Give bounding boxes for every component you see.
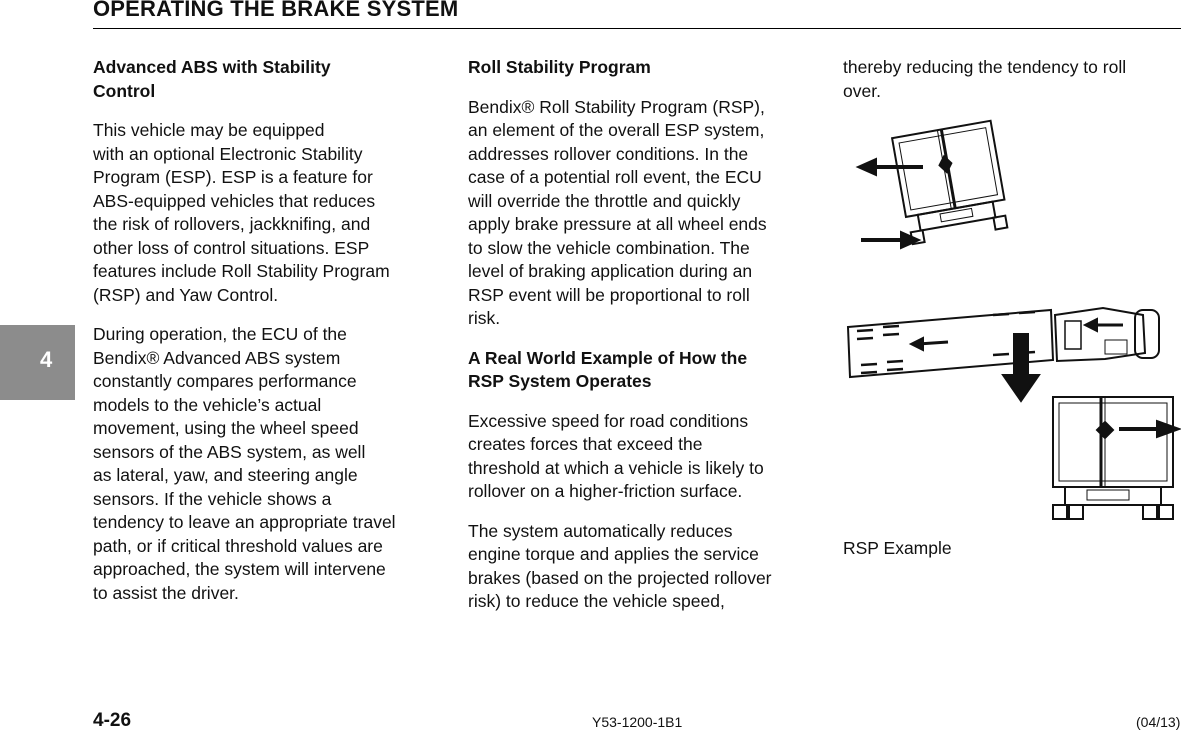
paragraph-system-reduces: The system automatically reduces engine torque and applies the service brakes (based on the projected rollover risk) to reduce the vehicle speed,: [468, 520, 772, 611]
document-id: Y53-1200-1B1: [592, 714, 683, 730]
paragraph-rsp: Bendix® Roll Stability Program (RSP), an element of the overall ESP system, addresses rollover conditions. In the case of a potential roll event, the ECU will override the throttle and quickly apply brake pressure at all wheel ends to slow the vehicle combination. The level of braking application during an RSP event will be proportional to roll risk.: [468, 96, 767, 328]
page-title: OPERATING THE BRAKE SYSTEM: [93, 0, 459, 21]
figure-caption: RSP Example: [843, 538, 952, 558]
column-1: [93, 56, 438, 605]
revision-date: (04/13): [1136, 714, 1181, 730]
paragraph-excessive-speed: Excessive speed for road conditions creates forces that exceed the threshold at which a vehicle is likely to rollover on a higher-friction surface.: [468, 410, 764, 501]
page-number: 4-26: [93, 710, 132, 731]
paragraph-continuation: thereby reducing the tendency to roll over.: [843, 57, 1127, 101]
rsp-example-figure: [843, 115, 1181, 525]
column-2: [468, 56, 813, 614]
chapter-number: 4: [40, 347, 53, 372]
paragraph-esp-intro: This vehicle may be equipped with an optional Electronic Stability Program (ESP). ESP is a feature for ABS-equipped vehicles that reduces the risk of rollovers, jackknifing, and other loss of control situations. ESP features include Roll Stability Program (RSP) and Yaw Control.: [93, 120, 390, 305]
trailer-rear-view-upright: [1053, 397, 1173, 519]
section-heading-example: A Real World Example of How the RSP System Operates: [468, 347, 748, 391]
paragraph-ecu-operation: During operation, the ECU of the Bendix® Advanced ABS system constantly compares performance models to the vehicle’s actual movement, using the wheel speed sensors of the ABS system, as well as lateral, yaw, and steering angle sensors. If the vehicle shows a tendency to leave an appropriate travel path, or if critical threshold values are approached, the system will intervene to assist the driver.: [93, 324, 396, 603]
column-3: [843, 56, 1178, 103]
trailer-rear-view-tilted: [892, 121, 1009, 245]
section-heading-abs: Advanced ABS with Stability Control: [93, 57, 331, 101]
tractor-trailer-top-view: [848, 308, 1159, 377]
section-heading-rsp: Roll Stability Program: [468, 57, 651, 77]
header-rule: [93, 28, 1181, 29]
chapter-tab: [0, 325, 75, 400]
